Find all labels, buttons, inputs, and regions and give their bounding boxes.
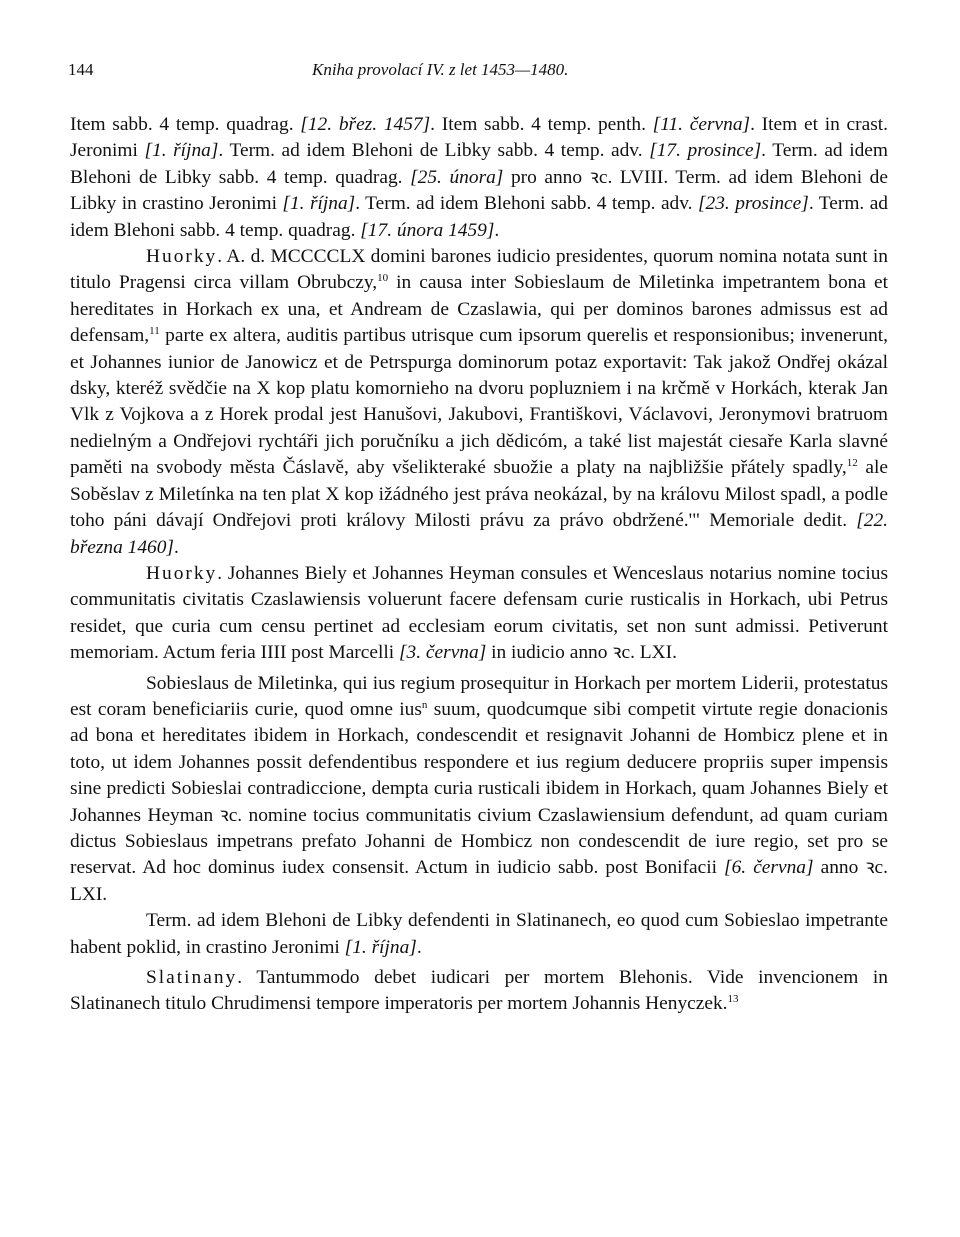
text-run: . Term. ad idem Blehoni de Libky sabb. 4 temp. quadrag. (70, 140, 888, 188)
date-annotation: [6. června] (724, 857, 814, 879)
text-run: . (494, 219, 500, 241)
date-annotation: [3. června] (399, 642, 487, 664)
date-annotation: [1. října] (144, 140, 219, 162)
date-annotation: [1. října] (344, 936, 417, 958)
text-run: . (173, 536, 179, 558)
text-run: pro anno ꝛc. LVIII. Term. ad idem Blehoni de Libky in crastino Jeronimi (70, 166, 888, 215)
text-run: parte ex altera, auditis partibus utrisque cum ipsorum querelis et responsionibus; invenerunt, et Johannes iunior de Janowicz et de Petrspurga dominorum potaz exportavit: Tak jakož Ondřej okázal dsky, kteréž svědčie na X kop platu komornieho na dvoru popluzniem i na krčmě v Horkách, kterak Jan Vlk z Vojkova a z Horek prodal jest Hanušovi, Jakubovi, Františkovi, Václavovi, Jeronymovi bratruom nedielným a Ondřejovi rychtáři jich poručníku a jich dědicóm, a také list majestát ciesaře Karla slavné paměti na svobody města Čáslavě, aby všelikteraké sbuožie a platy na najbližšie přátely spadly, (70, 325, 888, 479)
footnote-ref: 10 (377, 272, 389, 285)
text-run: Term. ad idem Blehoni de Libky defendenti in Slatinanech, eo quod cum Sobieslao impetrante habent poklid, in crastino Jeronimi (70, 910, 888, 958)
paragraph-huorky-1461 (70, 561, 888, 667)
text-run: . Tantummodo debet iudicari per mortem Blehonis. Vide invencionem in Slatinanech titulo Chrudimensi tempore imperatoris per mortem Johannis Henyczek. (70, 967, 888, 1015)
text-run: . Term. ad idem Blehoni sabb. 4 temp. quadrag. (70, 193, 889, 241)
paragraph-sobieslaus (70, 671, 888, 909)
page-header (70, 60, 888, 94)
footnote-ref: n (421, 698, 428, 711)
date-annotation: [17. prosince] (649, 140, 762, 162)
text-run: . A. d. MCCCCLX domini barones iudicio presidentes, quorum nomina notata sunt in titulo Pragensi circa villam Obrubczy, (70, 246, 888, 294)
text-run: . Item et in crast. Jeronimi (70, 114, 888, 162)
footnote-ref: 13 (727, 993, 739, 1006)
text-run: . Term. ad idem Blehoni de Libky sabb. 4 temp. adv. (218, 140, 650, 162)
date-annotation: [12. břez. 1457] (300, 114, 431, 135)
footnote-ref: 11 (149, 325, 160, 338)
text-run: . Johannes Biely et Johannes Heyman consules et Wenceslaus notarius nomine tocius communitatis civitatis Czaslawiensis voluerunt facere defensam curie rusticalis in Horkach, ubi Petrus residet, que curia cum censu pertinet ad ecclesiam eorum civitatis, set non sunt admissi. Petiverunt memoriam. Actum feria IIII post Marcelli (70, 562, 888, 664)
text-run: ale Soběslav z Miletínka na ten plat X kop ižádného jest práva neokázal, by na královu Milost spadl, a podle toho páni dávají Ondřejovi proti královy Milosti právu za právo obdržené.'" Memoriale dedit. (70, 457, 888, 532)
text-run: in causa inter Sobieslaum de Miletinka impetrantem bona et hereditates in Horkach ex una, et Andream de Czaslawia, qui per dominos barones admissus est ad defensam, (70, 272, 888, 347)
date-annotation: [1. října] (282, 193, 356, 215)
page-number: 144 (68, 60, 94, 79)
place-heading: Huorky (146, 246, 218, 268)
footnote-ref: 12 (846, 457, 858, 470)
date-annotation: [23. prosince] (697, 193, 809, 215)
text-run: anno ꝛc. LXI. (70, 857, 888, 905)
place-heading: Slatinany (146, 967, 238, 988)
text-run: in iudicio anno ꝛc. LXI. (486, 642, 677, 664)
running-title: Kniha provolací IV. z let 1453—1480. (312, 60, 569, 79)
paragraph-slatinany (70, 965, 888, 1018)
paragraph-terms (70, 112, 888, 244)
date-annotation: [17. února 1459] (360, 219, 495, 241)
date-annotation: [22. března 1460] (70, 510, 888, 558)
place-heading: Huorky (146, 562, 218, 584)
text-run: . Item sabb. 4 temp. penth. (430, 114, 653, 135)
text-run: suum, quodcumque sibi competit virtute regie donacionis ad bona et hereditates ibidem in Horkach, condescendit et resignavit Johanni de Hombicz plene et in toto, ut idem Johannes possit defendentibus respondere et ius regium deducere propriis super impensis sine predicti Sobieslai contradiccione, dempta curia rusticali ibidem in Horkach, quam Johannes Biely et Johannes Heyman ꝛc. nomine tocius communitatis civium Czaslawiensium defendunt, ad quam curiam dictus Sobieslaus impetrans prefato Johanni de Hombicz non condescendit de iure regio, set pro se reservat. Ad hoc dominus iudex consensit. Actum in iudicio sabb. post Bonifacii (70, 698, 888, 879)
paragraph-term-blehoni (70, 908, 888, 961)
text-run: . (416, 936, 422, 958)
document-page (70, 60, 888, 1018)
paragraph-huorky-1460 (70, 244, 888, 561)
body-text (70, 112, 888, 1018)
text-run: . Term. ad idem Blehoni sabb. 4 temp. adv. (355, 193, 698, 215)
text-run: Item sabb. 4 temp. quadrag. (70, 114, 301, 135)
date-annotation: [11. června] (652, 114, 751, 135)
text-run: Sobieslaus de Miletinka, qui ius regium prosequitur in Horkach per mortem Liderii, protestatus est coram beneficiariis curie, quod omne ius (70, 672, 888, 720)
date-annotation: [25. února] (410, 166, 504, 188)
